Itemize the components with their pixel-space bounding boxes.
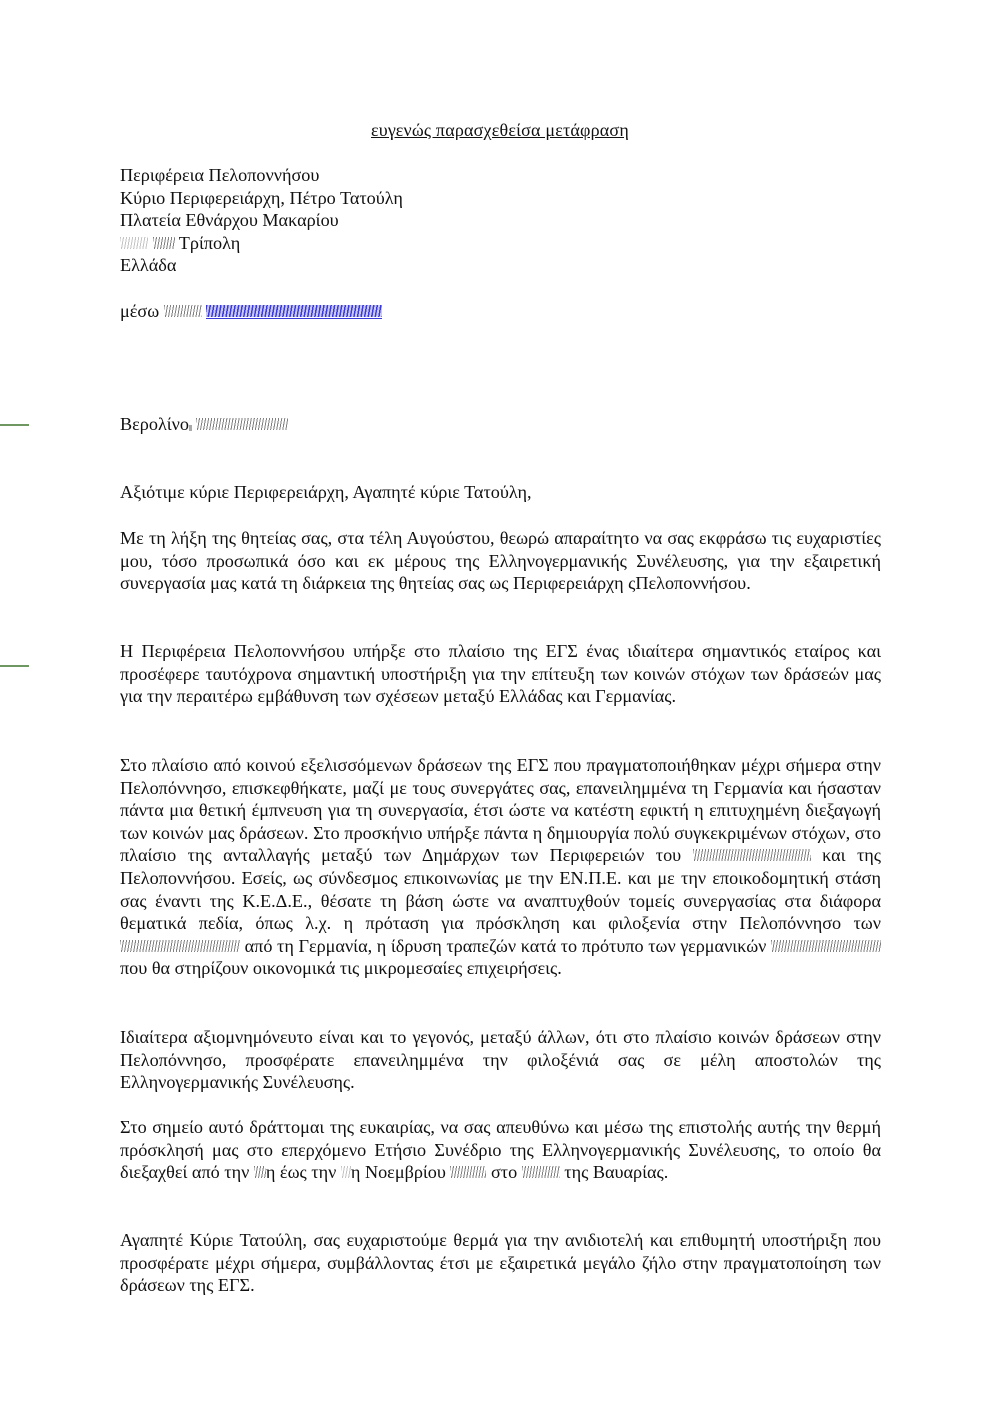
paragraph-3-part-b: και της Πελοποννήσου. Εσείς, ως σύνδεσμος επικοινωνίας με την ΕΝ.Π.Ε. και με την εποικοδομητική στάση σας έναντι της Κ.Ε.Δ.Ε., θέσατε τη βάση ώστε να αναπτυχθούν τομείς συνεργασίας στα διάφορα θεματικά πεδία, όπως λ.χ. η πρόταση για πρόσκληση και φιλοξενία στην Πελοπόννησο των [120,845,882,934]
comma-glyph [189,425,192,431]
place: Βερολίνο [120,414,189,434]
email-link[interactable] [206,304,382,319]
paragraph-5-part-a: Στο σημείο αυτό δράττομαι της ευκαιρίας, να σας απευθύνω και μέσω της επιστολής αυτής την θερμή πρόσκλησή μας στο επερχόμενο Ετήσιο Συνέδριο της Ελληνογερμανικής Συνέλευσης, το οποίο θα διεξαχθεί από την [120,1117,881,1183]
paragraph-5-part-b: η έως την [265,1162,337,1183]
redacted-bank-name [771,940,881,952]
redacted-year [450,1166,486,1178]
email-label-redacted [164,305,202,317]
paragraph-5-part-d: στο [490,1162,518,1183]
paragraph-4: Ιδιαίτερα αξιομνημόνευτο είναι και το γεγονός, μεταξύ άλλων, ότι στο πλαίσιο κοινών δράσεων στην Πελοπόννησο, προσφέρατε επανειλημμένα την φιλοξένιά σας σε μέλη αποστολών της Ελληνογερμανικής Συνέλευσης. [120,1027,881,1093]
paragraph-6: Αγαπητέ Κύριε Τατούλη, σας ευχαριστούμε θερμά για την ανιδιοτελή και επιθυμητή υποστήριξη που προσφέρατε μέχρι σήμερα, συμβάλλοντας έτσι με εξαιρετικά μεγάλο ζήλο στην πραγματοποίηση των δράσεων της ΕΓΣ. [120,1230,881,1296]
recipient-line-3: Πλατεία Εθνάρχου Μακαρίου [120,210,339,231]
recipient-line-5: Ελλάδα [120,255,177,276]
margin-marker-top [0,424,29,426]
recipient-line-1: Περιφέρεια Πελοποννήσου [120,165,320,185]
paragraph-3-part-d: που θα στηρίζουν οικονομικά τις μικρομεσαίες επιχειρήσεις. [120,958,562,979]
salutation: Αξιότιμε κύριε Περιφερειάρχη, Αγαπητέ κύριε Τατούλη, [120,482,532,502]
delivery-via-line [120,300,881,323]
recipient-address [120,164,881,277]
paragraph-5 [120,1116,881,1184]
place-date-line [120,413,881,436]
redacted-start-day [254,1166,266,1178]
paragraph-3-part-a: Στο πλαίσιο από κοινού εξελισσόμενων δράσεων της ΕΓΣ που πραγματοποιήθηκαν μέχρι σήμερα στην Πελοπόννησο, επισκεφθήκατε, μαζί με τους συνεργάτες σας, επανειλημμένα τη Γερμανία και ήσασταν πάντα μια θετική έμπνευση για τη συνεργασία, έτσι ώστε να κατέστη εφικτή η επιτυχημένη διεξαγωγή των κοινών μας δράσεων. Στο προσκήνιο υπήρξε πάντα η δημιουργία πολύ συγκεκριμένων στόχων, στο πλαίσιο της ανταλλαγής μεταξύ των Δημάρχων των Περιφερειών του [120,755,881,866]
recipient-line-4 [120,232,881,255]
date-redacted [196,418,288,430]
document-title: ευγενώς παρασχεθείσα μετάφραση [371,120,629,140]
redacted-postcode [120,237,148,249]
paragraph-3 [120,754,881,980]
margin-marker-bottom [0,665,29,667]
recipient-line-2: Κύριο Περιφερειάρχη, Πέτρο Τατούλη [120,187,403,208]
redacted-venue [522,1166,560,1178]
redacted-postcode [153,237,175,249]
paragraph-5-part-e: της Βαυαρίας. [564,1162,669,1183]
paragraph-1: Με τη λήξη της θητείας σας, στα τέλη Αυγούστου, θεωρώ απαραίτητο να σας εκφράσω τις ευχαριστίες μου, τόσο προσωπικά όσο και εκ μέρους της Ελληνογερμανικής Συνέλευσης, για την εξαιρετική συνεργασία μας κατά τη διάρκεια της θητείας σας ως Περιφερειάρχη ςΠελοποννήσου. [120,528,881,594]
paragraph-3-part-c: από τη Γερμανία, η ίδρυση τραπεζών κατά το πρότυπο των γερμανικών [244,935,767,956]
redacted-end-day [341,1166,351,1178]
paragraph-2: Η Περιφέρεια Πελοποννήσου υπήρξε στο πλαίσιο της ΕΓΣ ένας ιδιαίτερα σημαντικός εταίρος και προσέφερε ταυτόχρονα σημαντική υποστήριξη για την επίτευξη των κοινών στόχων των δράσεών μας για την περαιτέρω εμβάθυνση των σχέσεων μεταξύ Ελλάδας και Γερμανίας. [120,641,881,707]
paragraph-5-part-c: η Νοεμβρίου [350,1162,446,1183]
email-address-redacted[interactable] [206,305,382,317]
via-prefix: μέσω [120,301,160,321]
redacted-region-name [693,849,811,861]
recipient-city: Τρίπολη [178,232,241,253]
redacted-program-name [120,940,240,952]
